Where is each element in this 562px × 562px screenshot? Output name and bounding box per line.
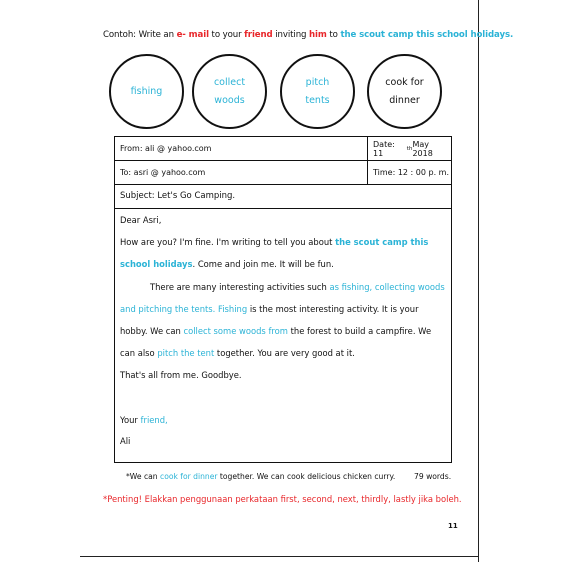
body-text: can also (120, 348, 158, 358)
body-text: Your (120, 415, 141, 425)
closing-line (120, 415, 168, 425)
header-row-subject (115, 184, 451, 209)
bubble-text: fishing (130, 85, 163, 97)
header-row-from (115, 137, 451, 161)
body-text: hobby. We can (120, 326, 184, 336)
instruction-line (103, 30, 514, 40)
instruction-text: inviting (272, 30, 310, 40)
body-text: There are many interesting activities such (150, 282, 330, 292)
header-row-to (115, 160, 451, 185)
body-line (120, 259, 334, 269)
bubble-text: dinner (389, 94, 420, 106)
body-text: the forest to build a campfire. We (287, 326, 432, 336)
body-text: is the most interesting activity. It is your (247, 304, 419, 314)
bubble-cook-for-dinner (367, 54, 442, 129)
subject-field: Subject: Let's Go Camping. (120, 191, 236, 201)
greeting: Dear Asri, (120, 215, 162, 225)
to-field: To: asri @ yahoo.com (115, 160, 368, 184)
date-field (368, 137, 451, 160)
footnote-text: *We can (126, 472, 161, 481)
date-sup: th (406, 145, 413, 152)
body-text: . Come and join me. It will be fun. (192, 259, 334, 269)
page-number: 11 (448, 522, 458, 530)
bubble-text: tents (305, 94, 330, 106)
bubble-pitch-tents (280, 54, 355, 129)
time-field: Time: 12 : 00 p. m. (373, 167, 449, 177)
highlight-text: and pitching the tents. Fishing (120, 304, 248, 314)
body-line: That's all from me. Goodbye. (120, 370, 242, 380)
bubble-text: cook for (385, 76, 424, 88)
footnote-text: together. We can cook delicious chicken curry. (217, 472, 396, 481)
word-count: 79 words. (414, 472, 452, 481)
highlight-text: friend, (140, 415, 168, 425)
bubble-fishing (109, 54, 184, 129)
instruction-topic: the scout camp this school holidays. (340, 30, 514, 40)
instruction-text: to your (208, 30, 245, 40)
email-letter-box (114, 136, 452, 463)
body-text: How are you? I'm fine. I'm writing to tell you about (120, 237, 336, 247)
highlight-text: as fishing, collecting woods (329, 282, 445, 292)
bubble-collect-woods (192, 54, 267, 129)
body-line (120, 304, 419, 314)
highlight-text: the scout camp this (335, 237, 429, 247)
body-line (120, 237, 428, 247)
warning-note: *Penting! Elakkan penggunaan perkataan first, second, next, thirdly, lastly jika boleh. (103, 494, 462, 504)
page-right-border (478, 0, 479, 562)
from-field: From: ali @ yahoo.com (115, 137, 368, 160)
instruction-email: e- mail (176, 30, 209, 40)
body-line (120, 348, 355, 358)
body-text: together. You are very good at it. (214, 348, 355, 358)
highlight-text: pitch the tent (157, 348, 215, 358)
footnote (126, 472, 395, 481)
body-line (120, 326, 431, 336)
instruction-him: him (309, 30, 327, 40)
footnote-highlight: cook for dinner (160, 472, 218, 481)
highlight-text: school holidays (120, 259, 193, 269)
signature: Ali (120, 436, 131, 446)
instruction-friend: friend (244, 30, 273, 40)
bubble-text: collect (213, 76, 246, 88)
body-line (150, 282, 445, 292)
instruction-text: to (326, 30, 341, 40)
bubble-text: woods (214, 94, 245, 106)
date-text: Date: 11 (373, 139, 395, 158)
highlight-text: collect some woods from (183, 326, 288, 336)
page-bottom-border (80, 556, 478, 557)
bubble-text: pitch (305, 76, 330, 88)
instruction-text: Contoh: Write an (103, 30, 177, 40)
date-text: May 2018 (412, 139, 433, 158)
